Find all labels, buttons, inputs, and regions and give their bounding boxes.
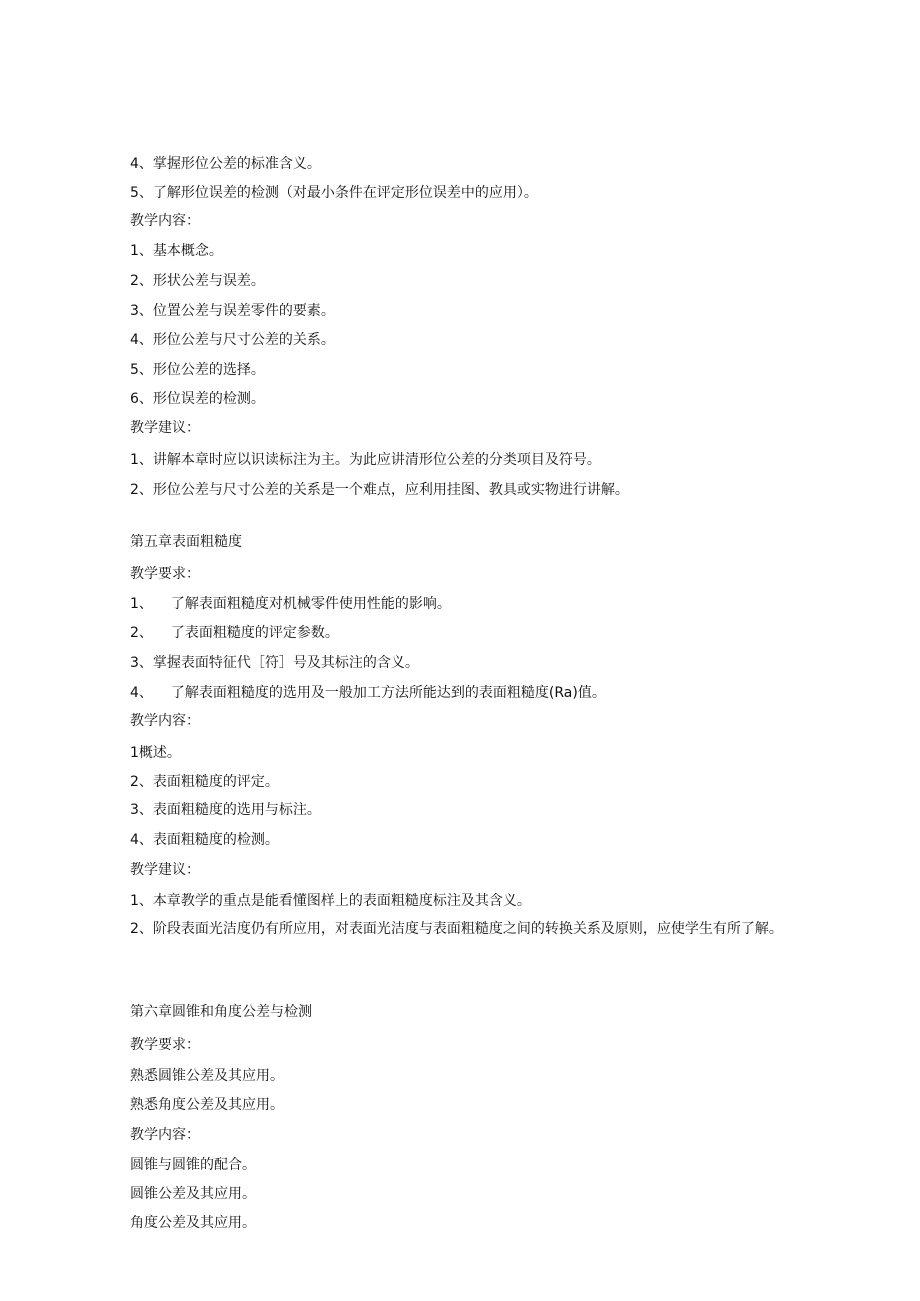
ch4-advice-1: 1、讲解本章时应以识读标注为主。为此应讲清形位公差的分类项目及符号。 — [130, 452, 601, 468]
ch4-content-1: 1、基本概念。 — [130, 243, 223, 259]
ch6-requirement-label: 教学要求： — [130, 1037, 200, 1053]
list-number: 4、 — [130, 685, 153, 701]
ch6-title: 第六章圆锥和角度公差与检测 — [130, 1004, 312, 1020]
list-number: 2、 — [130, 625, 153, 641]
ch5-content-2: 2、表面粗糙度的评定。 — [130, 774, 279, 790]
ch6-requirement-2: 熟悉角度公差及其应用。 — [130, 1097, 284, 1113]
ch4-advice-label: 教学建议： — [130, 420, 200, 436]
ch5-requirement-4 — [130, 684, 606, 702]
ch5-requirement-label: 教学要求： — [130, 566, 200, 582]
ch5-content-3: 3、表面粗糙度的选用与标注。 — [130, 802, 321, 818]
ch4-advice-2: 2、形位公差与尺寸公差的关系是一个难点，应利用挂图、教具或实物进行讲解。 — [130, 482, 629, 498]
ch4-content-3: 3、位置公差与误差零件的要素。 — [130, 303, 335, 319]
list-number: 1、 — [130, 596, 153, 612]
ch5-content-label: 教学内容： — [130, 713, 200, 729]
ch4-requirement-5: 5、了解形位误差的检测（对最小条件在评定形位误差中的应用）。 — [130, 185, 538, 201]
ch6-content-label: 教学内容： — [130, 1127, 200, 1143]
ch5-requirement-2 — [130, 624, 339, 642]
ch4-content-5: 5、形位公差的选择。 — [130, 362, 265, 378]
list-text: 了解表面粗糙度对机械零件使用性能的影响。 — [170, 596, 451, 612]
ch5-advice-1: 1、本章教学的重点是能看懂图样上的表面粗糙度标注及其含义。 — [130, 893, 531, 909]
ch5-advice-2: 2、阶段表面光洁度仍有所应用，对表面光洁度与表面粗糙度之间的转换关系及原则，应使学生有所了解。 — [130, 921, 783, 937]
ch4-requirement-4: 4、掌握形位公差的标准含义。 — [130, 156, 321, 172]
ch4-content-2: 2、形状公差与误差。 — [130, 273, 265, 289]
ch5-content-4: 4、表面粗糙度的检测。 — [130, 832, 279, 848]
ch5-advice-label: 教学建议： — [130, 862, 200, 878]
ch5-requirement-3: 3、掌握表面特征代［符］号及其标注的含义。 — [130, 655, 419, 671]
ch5-title: 第五章表面粗糙度 — [130, 534, 242, 550]
ch4-content-6: 6、形位误差的检测。 — [130, 391, 265, 407]
ch6-content-3: 角度公差及其应用。 — [130, 1215, 256, 1231]
ch6-requirement-1: 熟悉圆锥公差及其应用。 — [130, 1068, 284, 1084]
ch5-requirement-1 — [130, 595, 451, 613]
ch4-content-label: 教学内容： — [130, 213, 200, 229]
list-text: 了解表面粗糙度的选用及一般加工方法所能达到的表面粗糙度(Ra)值。 — [170, 685, 606, 701]
ch5-content-1: 1概述。 — [130, 745, 181, 761]
ch4-content-4: 4、形位公差与尺寸公差的关系。 — [130, 332, 335, 348]
ch6-content-1: 圆锥与圆锥的配合。 — [130, 1157, 256, 1173]
ch6-content-2: 圆锥公差及其应用。 — [130, 1186, 256, 1202]
list-text: 了表面粗糙度的评定参数。 — [170, 625, 339, 641]
